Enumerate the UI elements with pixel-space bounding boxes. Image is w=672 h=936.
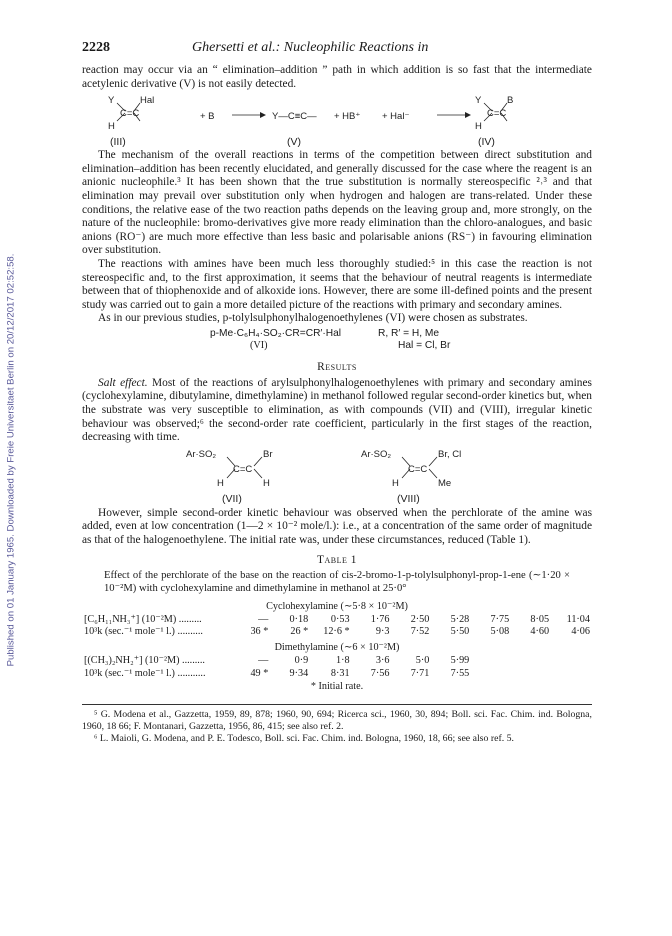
viii-me: Me (438, 477, 452, 489)
scheme-acetylene: Y—C≡C— (272, 111, 317, 123)
arrow-icon (260, 112, 266, 118)
paragraph-mechanism: The mechanism of the overall reactions in terms of the competition between direct substitution and elimination–addition has been recently elucidated, and generally discussed for the case where the reagent is an anionic nucleophile.³ It has been shown that the true substitution is normally stereospecific ²˒³ and that elimination may prevail over substitution only when hydrogen and halogen are trans-related. Under these conditions, the relative ease of the two reaction paths depends on the leaving group and, more strongly, on the nature of the nucleophile: bromo-derivatives give more ready elimination than the chloro-analogues, and basic anions (RO⁻) are much more effective than less basic and polarisable anions (RS⁻) in favouring elimination over substitution. (82, 149, 592, 257)
paragraph-salt-effect (82, 377, 592, 445)
vii-h-left: H (217, 477, 224, 489)
table-cell: 36 * (250, 626, 269, 638)
formula-r-definition: R, R′ = H, Me (378, 327, 440, 339)
table-cell: 0·18 (289, 614, 309, 626)
page-header (82, 40, 592, 56)
table-cell (511, 655, 551, 667)
vii-arso2: Ar·SO₂ (186, 448, 217, 460)
table-cell: 0·53 (330, 614, 350, 626)
label-vii: (VII) (222, 492, 242, 505)
scheme-h: H (108, 121, 115, 133)
vii-h-right: H (263, 477, 270, 489)
formula-vi: p-Me·C₆H₄·SO₂·CR=CR′·Hal (210, 327, 342, 339)
table-cell: 7·56 (370, 667, 390, 679)
footnote-5: ⁵ G. Modena et al., Gazzetta, 1959, 89, 878; 1960, 90, 694; Ricerca sci., 1960, 30, 894; Boll. sci. Fac. Chim. ind. Bologna, 1960, 18 66; F. Montanari, Gazzetta, 1956, 86, 415; see also ref. 2. (82, 709, 592, 732)
scheme-y-product: Y (475, 95, 482, 107)
scheme-cc-product: C=C (487, 108, 507, 120)
table-cell: 2·50 (410, 614, 430, 626)
footnote-divider (82, 704, 592, 705)
table-row (82, 668, 592, 680)
table-cell: — (258, 614, 269, 626)
vii-cc: C=C (233, 463, 253, 475)
table-cell (511, 668, 551, 680)
scheme-hal: Hal (140, 95, 155, 107)
scheme-y: Y (108, 95, 115, 107)
table-cell: 1·8 (335, 655, 350, 667)
table-cell: 5·0 (415, 655, 430, 667)
table-row (82, 655, 592, 667)
reaction-scheme-drawing (82, 91, 592, 149)
row-label: [C₆H₁₁NH₃⁺] (10⁻²M) ......... (84, 614, 202, 626)
results-heading: Results (317, 360, 357, 373)
label-viii: (VIII) (397, 492, 420, 505)
table-cell: 3·6 (375, 655, 390, 667)
scheme-plus-hb: + HB⁺ (334, 111, 361, 123)
table-cell: 5·28 (450, 614, 470, 626)
table-cell: 5·99 (450, 655, 470, 667)
download-sidebar (4, 140, 18, 780)
paragraph-previous-studies: As in our previous studies, p-tolylsulphonylhalogenoethylenes (VI) were chosen as substrates. (98, 312, 528, 325)
arrow-icon (465, 112, 471, 118)
viii-arso2: Ar·SO₂ (361, 448, 392, 460)
table-cell: 7·71 (410, 667, 430, 679)
table-cell: 5·08 (490, 626, 510, 638)
table-row (82, 626, 592, 638)
scheme-plus-hal: + Hal⁻ (382, 111, 410, 123)
scheme-cc: C=C (120, 108, 140, 120)
download-notice: Published on 01 January 1965. Downloaded by Freie Universitaet Berlin on 20/12/2017 02:52:58. (5, 253, 17, 667)
viii-br-cl: Br, Cl (438, 448, 462, 460)
table-cell: 12·6 * (323, 626, 350, 638)
table-cell: 11·04 (566, 614, 590, 626)
table-cell: 0·9 (294, 655, 309, 667)
table-cell: — (258, 655, 269, 667)
table-cell: 7·75 (490, 614, 510, 626)
table-footnote: * Initial rate. (310, 681, 364, 693)
rate-table (82, 598, 592, 680)
table-cell: 7·52 (410, 626, 430, 638)
table-cell (471, 668, 511, 680)
row-label: 10³k (sec.⁻¹ mole⁻¹ l.) ........... (84, 667, 206, 679)
label-iv: (IV) (478, 136, 495, 149)
table-cell: 49 * (250, 667, 269, 679)
reaction-scheme (82, 91, 592, 149)
journal-page (82, 40, 592, 744)
salt-effect-lead: Salt effect. (98, 376, 148, 389)
table-cell (471, 655, 511, 667)
table-cell: 9·34 (289, 667, 309, 679)
table-cell: 26 * (290, 626, 309, 638)
scheme-plus-b: + B (200, 111, 215, 123)
table-caption: Effect of the perchlorate of the base on the reaction of cis-2-bromo-1-p-tolylsulphonyl-prop-1-ene (∼1·20 × 10⁻²M) with cyclohexylamine and dimethylamine in methanol at 25·0° (104, 570, 570, 595)
salt-effect-body: Most of the reactions of arylsulphonylhalogenoethylenes with primary and secondary amines (cyclohexylamine, dibutylamine, dimethylamine) in methanol followed regular second-order kinetics but, when the substrate was very susceptible to elimination, as with compounds (VII) and (VIII), irregular kinetic behaviour was observed;⁶ the second-order rate coefficient, particularly in the first stages of the reaction, decreasing with time. (82, 376, 592, 444)
table-cell: 4·60 (530, 626, 550, 638)
table-cell: 1·76 (370, 614, 390, 626)
formula-vi-block (82, 328, 592, 353)
row-label: [(CH₃)₂NH₂⁺] (10⁻²M) ......... (84, 655, 205, 667)
viii-cc: C=C (408, 463, 428, 475)
structures-drawing (82, 445, 592, 507)
table-group-dimethylamine: Dimethylamine (∼6 × 10⁻²M) (274, 641, 400, 653)
table-cell: 7·55 (450, 667, 470, 679)
running-title: Ghersetti et al.: Nucleophilic Reactions in (192, 40, 429, 55)
table-cell: 4·06 (571, 626, 590, 638)
paragraph-amines: The reactions with amines have been much less thoroughly studied:⁵ in this case the reaction is not stereospecific and, to the first approximation, it seems that the behaviour of neutral reagents is intermediate between that of thiophenoxide and of alkoxide ions. However, there are some ill-defined points and the present study was carried out to gain a more detailed picture of the reactions with primary and secondary amines. (82, 257, 592, 311)
table-cell: 8·05 (530, 614, 550, 626)
footnote-6: ⁶ L. Maioli, G. Modena, and P. E. Todesco, Boll. sci. Fac. Chim. ind. Bologna, 1960, 18, 66; see also ref. 5. (94, 732, 514, 744)
table-cell (551, 655, 592, 667)
paragraph-intro: reaction may occur via an “ elimination–addition ” path in which addition is so fast that the intermediate acetylenic derivative (V) is not easily detected. (82, 64, 592, 90)
table-cell: 5·50 (450, 626, 470, 638)
table-group-cyclohexylamine: Cyclohexylamine (∼5·8 × 10⁻²M) (266, 600, 408, 612)
label-v: (V) (287, 136, 301, 149)
table-cell: 8·31 (330, 667, 350, 679)
table-cell: 9·3 (375, 626, 390, 638)
formula-vi-label: (VI) (250, 340, 268, 352)
vii-br: Br (263, 448, 273, 460)
structures-vii-viii (82, 445, 592, 507)
label-iii: (III) (110, 136, 126, 149)
page-number: 2228 (82, 40, 110, 55)
formula-hal-definition: Hal = Cl, Br (398, 340, 451, 352)
paragraph-however: However, simple second-order kinetic behaviour was observed when the perchlorate of the amine was added, even at low concentration (1—2 × 10⁻² mole/l.): i.e., at a concentration of the same order of magnitude as that of the halogenoethylene. The initial rate was, under these circumstances, reduced (Table 1). (82, 506, 592, 546)
scheme-b-product: B (507, 95, 514, 107)
viii-h: H (392, 477, 399, 489)
table-title: Table 1 (317, 554, 357, 567)
row-label: 10³k (sec.⁻¹ mole⁻¹ l.) .......... (84, 626, 203, 638)
scheme-h-product: H (475, 121, 482, 133)
table-row (82, 614, 592, 626)
table-cell (551, 668, 592, 680)
